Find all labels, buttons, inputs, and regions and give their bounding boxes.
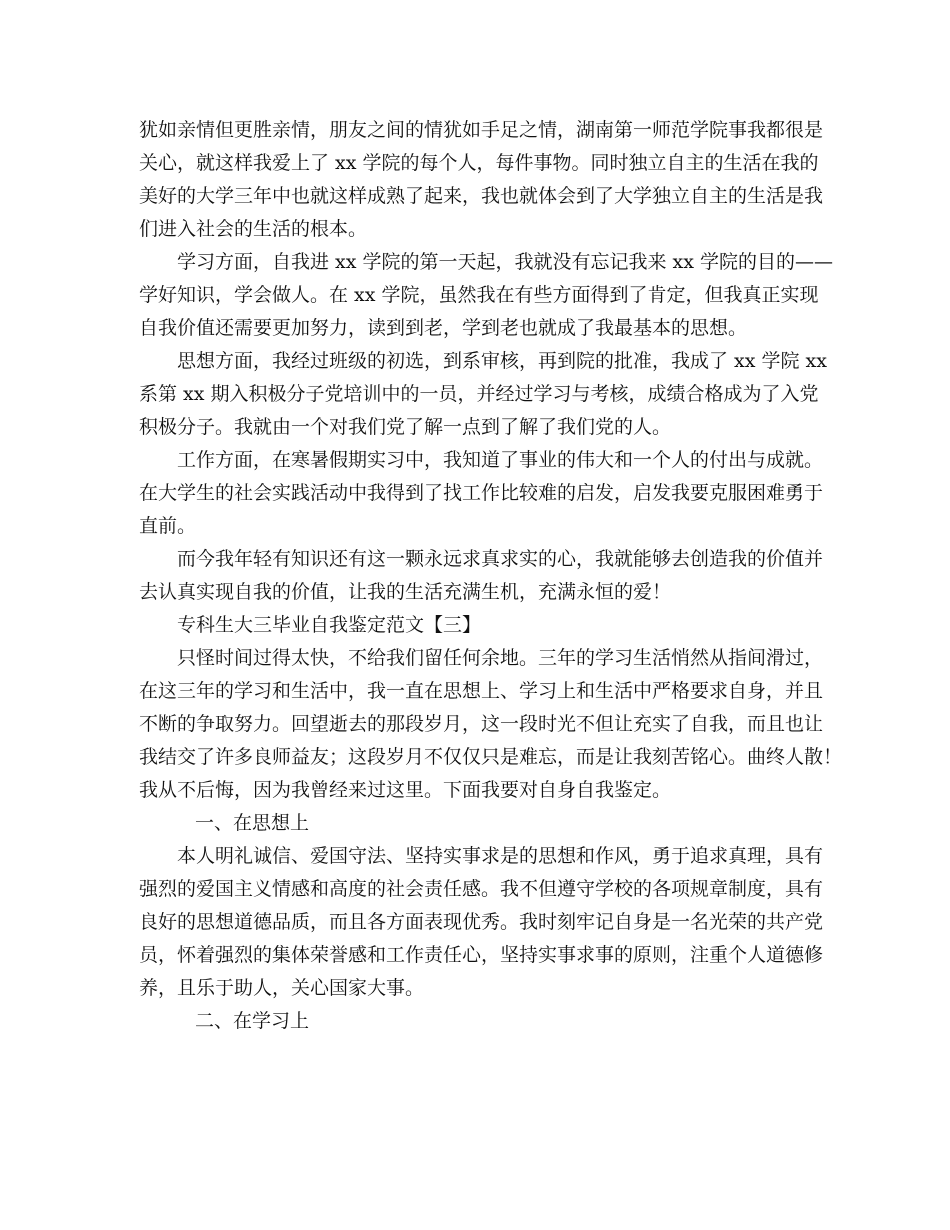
subsection-heading: 二、在学习上 xyxy=(195,1010,310,1032)
text-line: 直前。 xyxy=(139,515,197,537)
text-line: 犹如亲情但更胜亲情，朋友之间的情犹如手足之情，湖南第一师范学院事我都很是 xyxy=(139,119,824,141)
text-line: 强烈的爱国主义情感和高度的社会责任感。我不但遵守学校的各项规章制度，具有 xyxy=(139,878,824,900)
text-line: 在这三年的学习和生活中，我一直在思想上、学习上和生活中严格要求自身，并且 xyxy=(139,680,824,702)
text-line: 良好的思想道德品质，而且各方面表现优秀。我时刻牢记自身是一名光荣的共产党 xyxy=(139,911,824,933)
text-line: 在大学生的社会实践活动中我得到了找工作比较难的启发，启发我要克服困难勇于 xyxy=(139,482,824,504)
text-line: 我结交了许多良师益友；这段岁月不仅仅只是难忘，而是让我刻苦铭心。曲终人散！ xyxy=(139,746,843,768)
text-line: 自我价值还需要更加努力，读到到老，学到老也就成了我最基本的思想。 xyxy=(139,317,748,339)
text-line: 养，且乐于助人，关心国家大事。 xyxy=(139,977,425,999)
text-line: 思想方面，我经过班级的初选，到系审核，再到院的批准，我成了 xx 学院 xx xyxy=(177,350,827,372)
text-line: 系第 xx 期入积极分子党培训中的一员，并经过学习与考核，成绩合格成为了入党 xyxy=(139,383,819,405)
text-line: 美好的大学三年中也就这样成熟了起来，我也就体会到了大学独立自主的生活是我 xyxy=(139,185,824,207)
text-line: 只怪时间过得太快，不给我们留任何余地。三年的学习生活悄然从指间滑过， xyxy=(177,647,824,669)
text-line: 关心，就这样我爱上了 xx 学院的每个人，每件事物。同时独立自主的生活在我的 xyxy=(139,152,819,174)
text-line: 员，怀着强烈的集体荣誉感和工作责任心，坚持实事求事的原则，注重个人道德修 xyxy=(139,944,824,966)
text-line: 本人明礼诚信、爱国守法、坚持实事求是的思想和作风，勇于追求真理，具有 xyxy=(177,845,824,867)
text-line: 们进入社会的生活的根本。 xyxy=(139,218,368,240)
subsection-heading: 一、在思想上 xyxy=(195,812,310,834)
text-line: 学好知识，学会做人。在 xx 学院，虽然我在有些方面得到了肯定，但我真正实现 xyxy=(139,284,819,306)
text-line: 而今我年轻有知识还有这一颗永远求真求实的心，我就能够去创造我的价值并 xyxy=(177,548,824,570)
text-line: 不断的争取努力。回望逝去的那段岁月，这一段时光不但让充实了自我，而且也让 xyxy=(139,713,824,735)
text-line: 我从不后悔，因为我曾经来过这里。下面我要对自身自我鉴定。 xyxy=(139,779,672,801)
text-line: 工作方面，在寒暑假期实习中，我知道了事业的伟大和一个人的付出与成就。 xyxy=(177,449,824,471)
section-heading: 专科生大三毕业自我鉴定范文【三】 xyxy=(177,614,482,636)
text-line: 去认真实现自我的价值，让我的生活充满生机，充满永恒的爱！ xyxy=(139,581,672,603)
text-line: 积极分子。我就由一个对我们党了解一点到了解了我们党的人。 xyxy=(139,416,672,438)
text-line: 学习方面，自我进 xx 学院的第一天起，我就没有忘记我来 xx 学院的目的—— xyxy=(177,251,834,273)
